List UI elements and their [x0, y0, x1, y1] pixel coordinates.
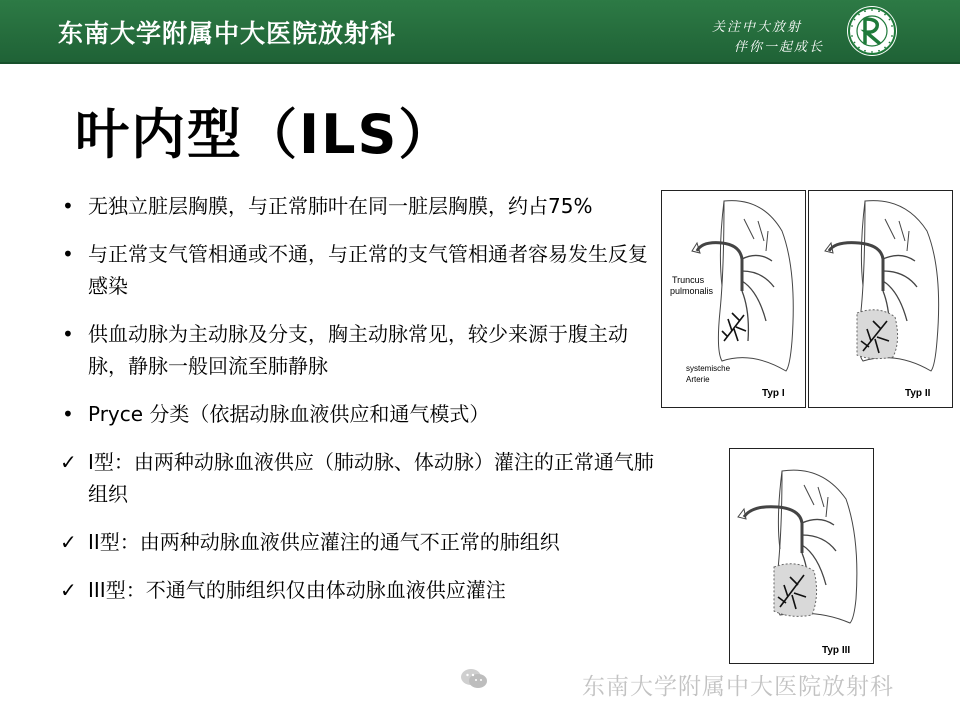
bullet-marker: • — [62, 402, 74, 426]
figure-caption: Typ I — [762, 388, 785, 399]
lung-diagram-typ-2 — [809, 191, 952, 407]
header-slogan-line1: 关注中大放射 — [712, 20, 803, 35]
check-icon: ✓ — [60, 578, 77, 602]
bullet-marker: • — [62, 322, 74, 346]
check-icon: ✓ — [60, 450, 77, 474]
figure-typ-3 — [729, 448, 874, 664]
check-icon: ✓ — [60, 530, 77, 554]
list-item — [60, 238, 660, 302]
label-pulmonalis: pulmonalis — [670, 286, 714, 296]
list-item — [60, 190, 660, 222]
watermark-text: 东南大学附属中大医院放射科 — [582, 674, 894, 700]
bullet-marker: • — [62, 194, 74, 218]
list-item-text: III型：不通气的肺组织仅由体动脉血液供应灌注 — [88, 578, 506, 602]
list-item — [60, 574, 660, 606]
watermark — [454, 664, 954, 700]
figure-typ-1 — [661, 190, 806, 408]
list-item-text: I型：由两种动脉血液供应（肺动脉、体动脉）灌注的正常通气肺组织 — [88, 450, 654, 506]
figure-caption: Typ II — [905, 388, 931, 399]
lung-diagram-typ-3 — [730, 449, 873, 663]
list-item — [60, 526, 660, 558]
hospital-logo-icon — [846, 5, 898, 57]
label-truncus: Truncus — [672, 275, 705, 285]
header-bar — [0, 0, 960, 64]
header-title: 东南大学附属中大医院放射科 — [58, 19, 397, 48]
lung-diagram-typ-1 — [662, 191, 805, 407]
list-item — [60, 318, 660, 382]
figure-typ-2 — [808, 190, 953, 408]
wechat-icon — [460, 666, 488, 692]
list-item-text: 与正常支气管相通或不通，与正常的支气管相通者容易发生反复感染 — [88, 242, 648, 298]
bullet-marker: • — [62, 242, 74, 266]
figure-caption: Typ III — [822, 645, 851, 656]
list-item-text: Pryce 分类（依据动脉血液供应和通气模式） — [88, 402, 490, 426]
list-item-text: II型：由两种动脉血液供应灌注的通气不正常的肺组织 — [88, 530, 560, 554]
page-title: 叶内型（ILS） — [75, 103, 455, 166]
label-systemische: systemische — [686, 364, 731, 373]
list-item-text: 无独立脏层胸膜，与正常肺叶在同一脏层胸膜，约占75% — [88, 194, 593, 218]
header-slogan-line2: 伴你一起成长 — [734, 40, 825, 55]
list-item-text: 供血动脉为主动脉及分支，胸主动脉常见，较少来源于腹主动脉，静脉一般回流至肺静脉 — [88, 322, 628, 378]
list-item — [60, 446, 660, 510]
label-arterie: Arterie — [686, 375, 710, 384]
list-item — [60, 398, 660, 430]
content-list — [60, 190, 660, 622]
